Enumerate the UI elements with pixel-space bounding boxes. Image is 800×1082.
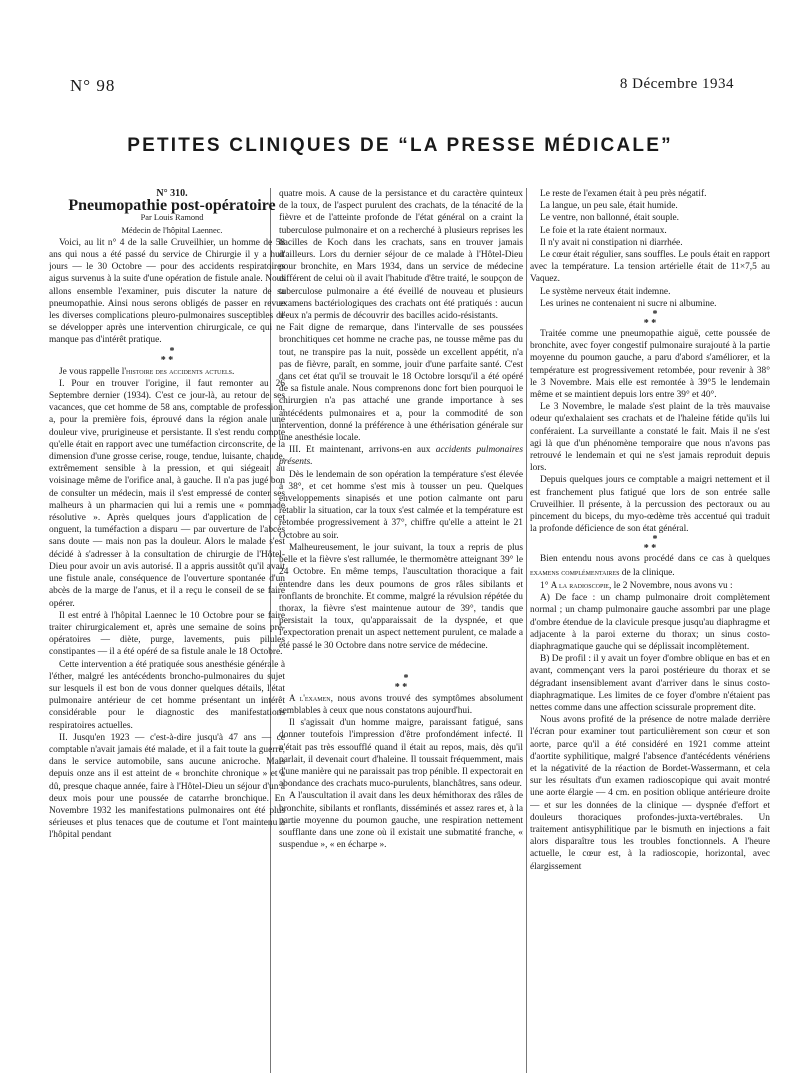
paragraph: Malheureusement, le jour suivant, la toux a repris de plus belle et la fièvre s'est rallumée, le thermomètre atteignant 39° le 24 Octobre. En même temps, l'auscultation thoracique a fait entendre dans les deux poumons de gros râles sibilants et ronflants de bronchite. Et comme, malgré la révulsion répétée du thorax, la fièvre s'est maintenue autour de 39°, tandis que persistait la toux, qu'apparaissait de la dyspnée, et que l'expectoration prenait un aspect nettement purulent, ce malade a été passé le 30 Octobre dans notre service de médecine. [279,542,523,651]
paragraph: Il est entré à l'hôpital Laennec le 10 Octobre pour se faire traiter chirurgicalement et, après une semaine de soins pré-opératoires — diète, purge, lavements, puis pilules constipantes — il a été opéré de sa fistule anale le 18 Octobre. [49,610,285,658]
paragraph: La langue, un peu sale, était humide. [540,201,678,212]
text-run: Je vous rappelle l' [59,366,127,377]
issue-date: 8 Décembre 1934 [619,76,734,92]
small-caps-run: A la radioscopie [550,579,609,590]
paragraph: B) De profil : il y avait un foyer d'ombre oblique en bas et en avant, commençant vers la paroi postérieure du thorax et se dégradant insensiblement avant d'arriver dans le sinus costo-diaphragmatique. Les limites de ce foyer d'ombre n'étaient pas nettes comme dans une affection scissurale proprement dite. [530,654,770,713]
paragraph: quatre mois. A cause de la persistance et du caractère quinteux de la toux, de l'aspect purulent des crachats, de la ténacité de la fièvre et de l'atteinte profonde de l'état général on a craint la tuberculose pulmonaire et on a recherché à plusieurs reprises les bacilles de Koch dans les crachats, sans en trouver jamais d'ailleurs. Lors du dernier séjour de ce malade à l'Hôtel-Dieu pour bronchite, en Mars 1934, dans un service de médecine différent de celui où il avait l'habitude d'être traité, le soupçon de tuberculose pulmonaire a été éveillé de nouveau et plusieurs examens bactériologiques des crachats ont été pratiqués : aucun d'eux n'a permis de découvrir des bacilles acido-résistants. [279,189,523,322]
section-separator: * * * [643,309,658,330]
paragraph: Fait digne de remarque, dans l'intervalle de ses poussées bronchitiques cet homme ne crache pas, ne tousse même pas du tout, ne transpire pas la nuit, possède un excellent appétit, n'a pas de fièvre, paraît, en somme, jouir d'une parfaite santé. C'est dans cet état qu'il se trouvait le 18 Octobre lorsqu'il a été opéré de sa fistule anale. Nous comprenons donc fort bien pourquoi le chirurgien n'a pas attaché une grande importance à ses antécédents pulmonaires et a, pour la commodité de son intervention, donné la préférence à une éthérisation générale sur une anesthésie locale. [279,323,523,444]
paragraph: Les urines ne contenaient ni sucre ni albumine. [540,298,717,309]
paragraph: Le système nerveux était indemne. [540,286,671,297]
paragraph: Le reste de l'examen était à peu près négatif. [540,189,707,199]
masthead-title: PETITES CLINIQUES DE “LA PRESSE MÉDICALE” [127,135,673,156]
paragraph: A) De face : un champ pulmonaire droit complètement normal ; un champ pulmonaire gauche assombri par une plage d'ombre étendue de la clavicule presque jusqu'au diaphragme et adjacente à la paroi externe du thorax; un sinus costo-diaphragmatique gauche qui se déplissait incomplètement. [530,593,770,652]
paragraph [530,553,770,578]
paragraph: Dès le lendemain de son opération la température s'est élevée à 38°, et cet homme s'est mis à tousser un peu. Quelques enveloppements sinapisés et une potion calmante ont paru rétablir la situation, car la toux s'est calmée et la température est retombée progressivement à 37°, chiffre qu'elle a atteint le 21 Octobre au soir. [279,469,523,541]
small-caps-run: examens complémentaires [530,566,620,577]
article-title: Pneumopathie post-opératoire [68,197,276,215]
column-2 [279,188,523,1078]
column-1 [49,188,285,1078]
italic-run: accidents pulmonaires présents. [279,445,523,468]
section-separator: * * * [643,534,658,555]
paragraph: Le 3 Novembre, le malade s'est plaint de la très mauvaise odeur qu'exhalaient ses crachats et de l'haleine fétide qu'ils lui conféraient. La surveillante a constaté le fait. Mais il ne s'est agi là que d'un phénomène temporaire que nous n'avons pas retrouvé le lendemain et qui ne s'est jamais reproduit depuis lors. [530,402,770,474]
paragraph: Depuis quelques jours ce comptable a maigri nettement et il est franchement plus fatigué que lors de son entrée salle Cruveilhier. Il présente, à la percussion des pectoraux ou au pincement du biceps, du myo-œdème très accentué qui traduit la profonde déficience de son état général. [530,475,770,535]
paragraph [279,692,523,717]
paragraph: Le foie et la rate étaient normaux. [540,225,667,236]
text-run: Bien entendu nous avons procédé dans ce cas à quelques [540,554,770,565]
paragraph: Il n'y avait ni constipation ni diarrhée. [540,237,683,248]
text-run: III. Et maintenant, arrivons-en aux [289,445,436,456]
article-number: N° 310. [156,188,188,199]
paragraph: Le ventre, non ballonné, était souple. [540,213,680,224]
section-separator: * * * [160,345,175,366]
text-run: , nous avons trouvé des symptômes absolument semblables à ceux que nous constatons aujourd'hui. [279,693,523,716]
paragraph: II. Jusqu'en 1923 — c'est-à-dire jusqu'à 47 ans — ce comptable n'avait jamais été malade, et il a fait toute la guerre, dans le service automobile, sans aucune anicroche. Mais depuis onze ans il est atteint de « bronchite chronique » et a dû, presque chaque année, faire à l'Hôtel-Dieu un séjour d'un à deux mois pour une poussée de catarrhe bronchique. En Novembre 1932 les manifestations pulmonaires ont été plus sérieuses et plus tenaces que de coutume et l'ont maintenu à l'hôpital pendant [49,732,285,841]
column-rule-right [526,188,527,1073]
paragraph [279,444,523,468]
paragraph: Nous avons profité de la présence de notre malade derrière l'écran pour examiner tout particulièrement son cœur et son aorte, parce qu'il a été considéré en 1921 comme atteint d'aortite syphilitique, malgré l'absence d'antécédents vénériens et la négativité de la réaction de Bordet-Wassermann, et cela sur les résultats d'un examen radioscopique qui avait montré une aorte élargie — 4 cm. en position oblique antérieure droite — et sur les données de la clinique — dyspnée d'effort et douleurs thoraciques profondes-juxta-vertébrales. Un traitement antisyphilitique par le bismuth en injections a fait alors disparaître tous les troubles fonctionnels. A l'heure actuelle, le cœur est, à la radioscopie, horizontal, avec élargissement [530,715,770,872]
issue-number: N° 98 [70,76,116,95]
section-separator: * * * [394,672,409,693]
column-3 [530,188,770,1078]
article-affiliation: Médecin de l'hôpital Laennec. [121,225,223,235]
text-run: de la clinique. [619,567,675,578]
paragraph: A l'auscultation il avait dans les deux hémithorax des râles de bronchite, sibilants et ronflants, disséminés et assez rares et, à la partie moyenne du poumon gauche, une respiration nettement soufflante dans une zone où il existait une submatité franche, « suspendue », « en écharpe ». [279,791,523,851]
paragraph: Il s'agissait d'un homme maigre, paraissant fatigué, sans donner toutefois l'impression d'être profondément infecté. Il n'était pas très essoufflé quand il était au repos, mais, dès qu'il parlait, il devenait court d'haleine. Il toussait fréquemment, mais d'une manière qui ne paraissait pas trop pénible. Il expectorait en abondance des crachats muco-purulents, blanchâtres, sans odeur. [279,718,523,790]
text-run: . [232,366,235,377]
paragraph: Traitée comme une pneumopathie aiguë, cette poussée de bronchite, avec foyer congestif pulmonaire surajouté à la partie moyenne du poumon gauche, a paru d'abord s'améliorer, et la température est progressivement retombée, pour revenir à 38° le 3 Novembre. Mais elle est remontée à 39°5 le lendemain même et se maintient depuis lors entre 39° et 40°. [530,329,770,401]
paragraph [49,365,285,378]
paragraph: Voici, au lit n° 4 de la salle Cruveilhier, un homme de 58 ans qui nous a été passé du service de Chirurgie il y a huit jours — le 30 Octobre — pour des accidents respiratoires aigus survenus à la suite d'une opération de fistule anale. Nous allons ensemble l'examiner, puis discuter la nature de sa pneumopathie. Ainsi nous serons obligés de passer en revue les diverses complications pleuro-pulmonaires susceptibles de se développer après une intervention chirurgicale, ce qui ne manque pas d'intérêt pratique. [49,237,285,346]
small-caps-run: histoire des accidents actuels [126,365,233,376]
paragraph [530,579,770,592]
paragraph: I. Pour en trouver l'origine, il faut remonter au 26 Septembre dernier (1934). C'est ce jour-là, au retour de ses vacances, que cet homme de 58 ans, comptable de profession, a, pour la première fois, éprouvé dans la région anale une douleur vive, prurigineuse et persistante. Il s'est rendu compte qu'elle était en rapport avec une tuméfaction circonscrite, de la dimension d'une grosse cerise, rouge, tendue, luisante, chaude, extrêmement sensible à la pression, et qui siégeait au voisinage même de l'orifice anal, à gauche. Il n'a pas jugé bon de consulter un médecin, mais il s'est empressé de conter ses malheurs à un pharmacien qui lui a remis une « pommade résolutive ». Après quelques jours d'application de cet onguent, la tuméfaction a disparu — par ouverture de l'abcès sans doute — mais non pas la douleur. Alors le malade s'est décidé à s'adresser à la consultation de chirurgie de l'Hôtel-Dieu pour avoir un avis autorisé. Il a appris aussitôt qu'il avait une fistule anale, conséquence de l'ouverture spontanée d'un abcès de la marge de l'anus, et il a reçu le conseil de se faire opérer. [49,378,285,609]
text-run: 1° [540,580,551,591]
small-caps-run: A l'examen [289,692,331,703]
article-author: Par Louis Ramond [140,213,204,223]
text-run: , le 2 Novembre, nous avons vu : [608,580,733,591]
paragraph: Le cœur était régulier, sans souffles. Le pouls était en rapport avec la température. La tension artérielle était de 11×7,5 au Vaquez. [530,250,770,285]
paragraph: Cette intervention a été pratiquée sous anesthésie générale à l'éther, malgré les antécédents broncho-pulmonaires du sujet sur lesquels il est bon de vous donner quelques détails, l'état pulmonaire antérieur de cet homme présentant un intérêt considérable pour le diagnostic des manifestations respiratoires actuelles. [49,659,285,731]
